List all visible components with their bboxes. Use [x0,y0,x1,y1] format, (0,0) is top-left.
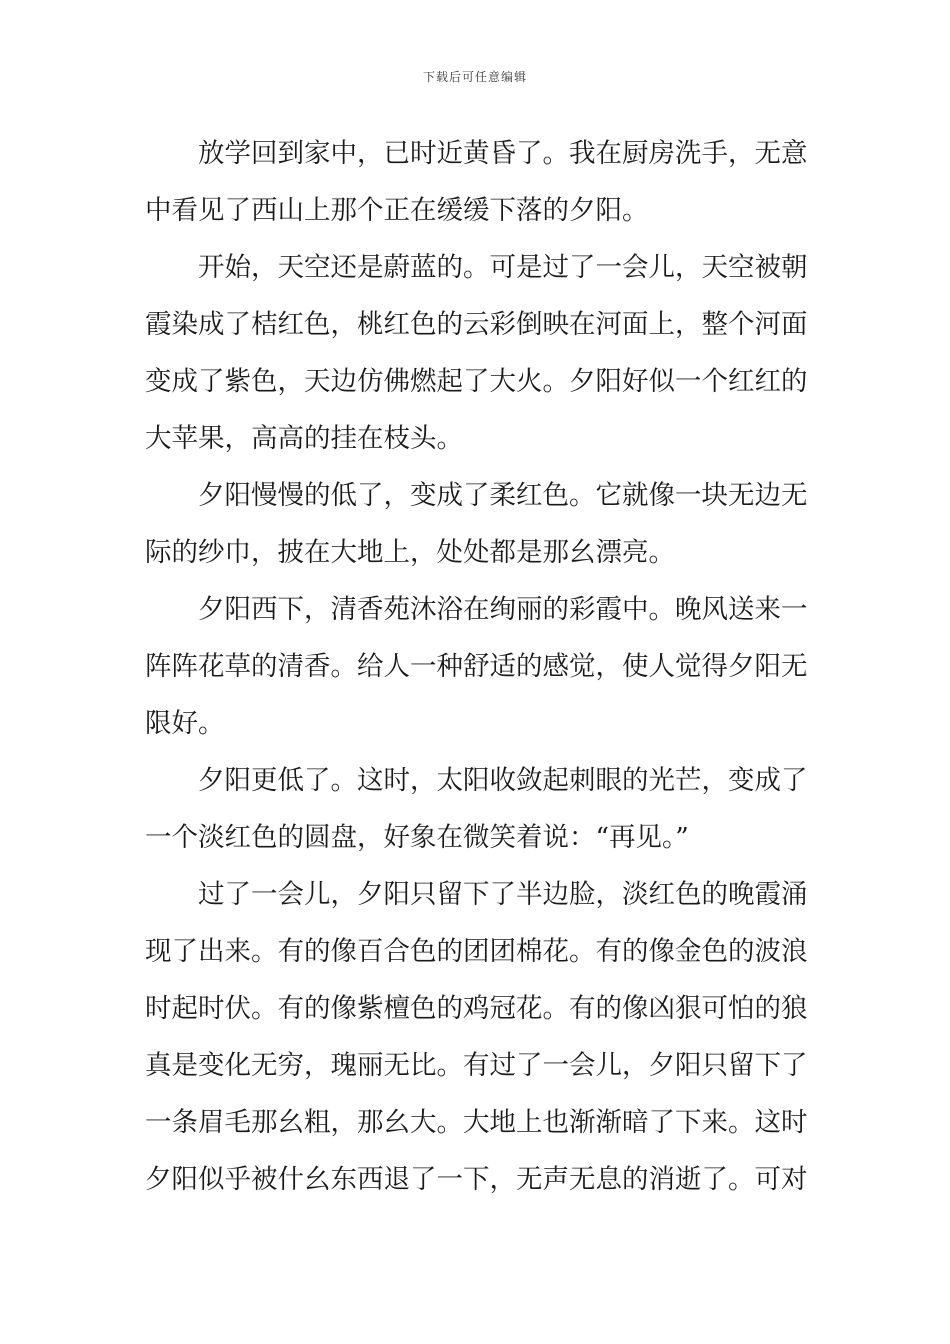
paragraph-2-line-2: 霞染成了桔红色，桃红色的云彩倒映在河面上，整个河面 [145,309,807,340]
page-header: 下载后可任意编辑 [422,70,527,84]
paragraph-6-line-6: 夕阳似乎被什幺东西退了一下，无声无息的消逝了。可对 [145,1164,807,1195]
paragraph-4-line-3: 限好。 [145,708,225,739]
paragraph-1-line-1: 放学回到家中，已时近黄昏了。我在厨房洗手，无意 [198,138,807,169]
document-body [145,125,807,1208]
paragraph-3-line-2: 际的纱巾，披在大地上，处处都是那幺漂亮。 [145,537,675,568]
paragraph-6-line-5: 一条眉毛那幺粗，那幺大。大地上也渐渐暗了下来。这时 [145,1107,807,1138]
paragraph-2-line-1: 开始，天空还是蔚蓝的。可是过了一会儿，天空被朝 [198,252,807,283]
paragraph-5-line-1: 夕阳更低了。这时，太阳收敛起刺眼的光芒，变成了 [198,765,807,796]
paragraph-5-line-2: 一个淡红色的圆盘，好象在微笑着说：“再见。” [145,822,689,853]
paragraph-6-line-3: 时起时伏。有的像紫檀色的鸡冠花。有的像凶狠可怕的狼 [145,993,807,1024]
paragraph-6-line-2: 现了出来。有的像百合色的团团棉花。有的像金色的波浪 [145,936,807,967]
paragraph-1-line-2: 中看见了西山上那个正在缓缓下落的夕阳。 [145,195,649,226]
paragraph-4-line-2: 阵阵花草的清香。给人一种舒适的感觉，使人觉得夕阳无 [145,651,807,682]
paragraph-2-line-3: 变成了紫色，天边仿佛燃起了大火。夕阳好似一个红红的 [145,366,807,397]
paragraph-2-line-4: 大苹果，高高的挂在枝头。 [145,423,463,454]
paragraph-3-line-1: 夕阳慢慢的低了，变成了柔红色。它就像一块无边无 [198,480,807,511]
paragraph-4-line-1: 夕阳西下，清香苑沐浴在绚丽的彩霞中。晚风送来一 [198,594,807,625]
paragraph-6-line-4: 真是变化无穷，瑰丽无比。有过了一会儿，夕阳只留下了 [145,1050,807,1081]
paragraph-6-line-1: 过了一会儿，夕阳只留下了半边脸，淡红色的晚霞涌 [198,879,807,910]
